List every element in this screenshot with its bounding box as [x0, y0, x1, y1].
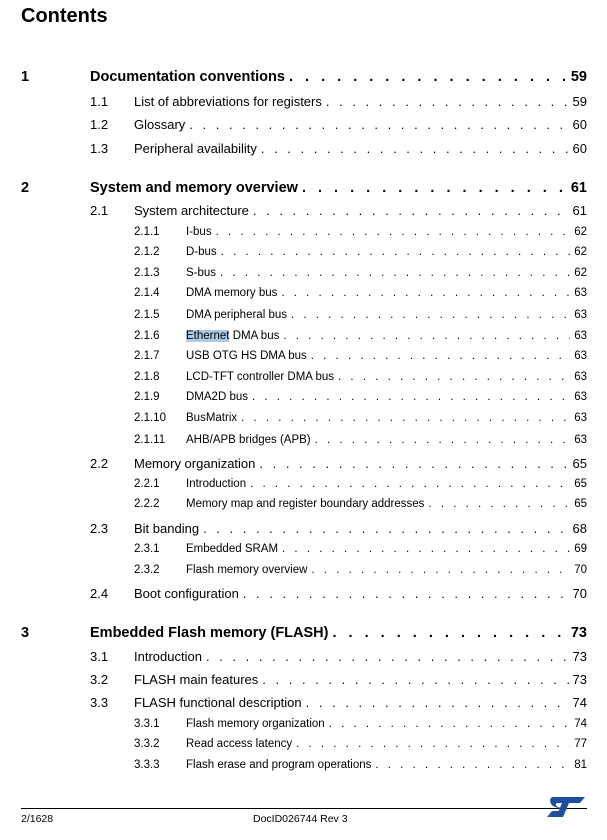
toc-entry-number: 2.2.2 [134, 498, 160, 510]
toc-entry-page[interactable]: 73 [572, 649, 587, 664]
toc-entry-page[interactable]: 69 [574, 543, 587, 555]
page-title: Contents [21, 5, 108, 27]
toc-entry-title[interactable]: BusMatrix [186, 412, 238, 424]
toc-entry-page[interactable]: 60 [572, 141, 587, 156]
toc-entry-page[interactable]: 62 [574, 267, 587, 279]
toc-entry-number: 3 [21, 625, 30, 641]
toc-entry-title[interactable]: USB OTG HS DMA bus [186, 350, 307, 362]
toc-entry-page[interactable]: 62 [574, 226, 587, 238]
toc-entry-number: 3.3 [90, 695, 109, 710]
page-footer [21, 808, 587, 829]
toc-entry-page[interactable]: 62 [574, 246, 587, 258]
toc-entry-number: 2.1.4 [134, 287, 160, 299]
toc-entry-title[interactable]: Introduction [186, 478, 247, 490]
leader-dots [259, 456, 568, 471]
toc-entry-title[interactable]: AHB/APB bridges (APB) [186, 434, 311, 446]
toc-entry-number: 2.1.7 [134, 350, 160, 362]
toc-entry-number: 2.3 [90, 521, 109, 536]
leader-dots [311, 350, 570, 362]
toc-entry-number: 3.2 [90, 672, 109, 687]
toc-entry-title-rest: DMA bus [232, 330, 280, 342]
toc-entry-number: 2.1.5 [134, 309, 160, 321]
toc-entry-number: 1.1 [90, 94, 109, 109]
leader-dots [221, 246, 571, 258]
leader-dots [203, 521, 568, 536]
toc-entry-number: 2.1.3 [134, 267, 160, 279]
toc-entry-number: 2.1.10 [134, 412, 166, 424]
leader-dots [329, 718, 571, 730]
toc-entry-page[interactable]: 63 [574, 330, 587, 342]
toc-entry-title[interactable]: DMA memory bus [186, 287, 278, 299]
leader-dots [296, 738, 570, 750]
highlighted-text: Ethernet [186, 330, 230, 342]
toc-entry-title[interactable]: List of abbreviations for registers [134, 94, 322, 109]
toc-entry-title[interactable]: Documentation conventions [90, 69, 285, 85]
toc-entry-page[interactable]: 70 [572, 586, 587, 601]
leader-dots [315, 434, 571, 446]
leader-dots [220, 267, 570, 279]
toc-entry-page[interactable]: 65 [574, 478, 587, 490]
toc-entry-page[interactable]: 74 [572, 695, 587, 710]
toc-entry-number: 1.3 [90, 141, 109, 156]
toc-entry-page[interactable]: 61 [570, 180, 587, 196]
toc-entry-page[interactable]: 63 [574, 309, 587, 321]
toc-entry-page[interactable]: 77 [574, 738, 587, 750]
leader-dots [282, 543, 570, 555]
toc-entry-page[interactable]: 63 [574, 371, 587, 383]
toc-entry-title[interactable]: S-bus [186, 267, 217, 279]
toc-entry-page[interactable]: 65 [572, 456, 587, 471]
toc-entry-title[interactable]: System and memory overview [90, 180, 298, 196]
leader-dots [302, 180, 567, 196]
toc-entry-page[interactable]: 60 [572, 117, 587, 132]
toc-entry-title[interactable]: LCD-TFT controller DMA bus [186, 371, 335, 383]
toc-entry-title[interactable]: Flash memory overview [186, 564, 308, 576]
toc-entry-title[interactable]: Introduction [134, 649, 202, 664]
leader-dots [283, 330, 570, 342]
leader-dots [375, 759, 570, 771]
toc-entry-number: 2.3.1 [134, 543, 160, 555]
toc-entry-title[interactable]: Glossary [134, 117, 186, 132]
toc-entry-number: 2.1.2 [134, 246, 160, 258]
toc-entry-title[interactable]: Memory organization [134, 456, 256, 471]
toc-entry-page[interactable]: 59 [572, 94, 587, 109]
leader-dots [326, 94, 569, 109]
leader-dots [241, 412, 570, 424]
leader-dots [189, 117, 568, 132]
toc-entry-number: 2.2.1 [134, 478, 160, 490]
toc-entry-number: 2.4 [90, 586, 109, 601]
toc-entry-page[interactable]: 63 [574, 391, 587, 403]
leader-dots [332, 625, 566, 641]
toc-entry-title[interactable]: Memory map and register boundary addresses [186, 498, 425, 510]
leader-dots [206, 649, 569, 664]
leader-dots [262, 672, 568, 687]
toc-entry-number: 2.3.2 [134, 564, 160, 576]
toc-entry-number: 2.1.8 [134, 371, 160, 383]
toc-entry-page[interactable]: 59 [570, 69, 587, 85]
toc-entry-number: 2.1.1 [134, 226, 160, 238]
toc-entry-number: 3.3.3 [134, 759, 160, 771]
toc-entry-number: 3.3.2 [134, 738, 160, 750]
doc-id: DocID026744 Rev 3 [253, 813, 348, 825]
toc-entry-number: 1.2 [90, 117, 109, 132]
toc-entry-title[interactable] [186, 330, 279, 342]
toc-entry-title[interactable]: Embedded Flash memory (FLASH) [90, 625, 329, 641]
leader-dots [289, 69, 567, 85]
toc-entry-title[interactable]: System architecture [134, 203, 249, 218]
leader-dots [338, 371, 570, 383]
leader-dots [261, 141, 569, 156]
toc-entry-title[interactable]: Flash memory organization [186, 718, 325, 730]
toc-entry-title[interactable]: Embedded SRAM [186, 543, 279, 555]
leader-dots [311, 564, 570, 576]
toc-entry-page[interactable]: 61 [572, 203, 587, 218]
toc-entry-number: 3.1 [90, 649, 109, 664]
toc-entry-title[interactable]: Peripheral availability [134, 141, 257, 156]
toc-entry-number: 2 [21, 180, 30, 196]
toc-entry-page[interactable]: 73 [572, 672, 587, 687]
toc-entry-page[interactable]: 73 [570, 625, 587, 641]
leader-dots [216, 226, 571, 238]
toc-entry-page[interactable]: 74 [574, 718, 587, 730]
leader-dots [253, 203, 569, 218]
toc-entry-page[interactable]: 81 [574, 759, 587, 771]
st-logo-icon [545, 795, 587, 819]
toc-entry-number: 2.1.9 [134, 391, 160, 403]
toc-entry-title[interactable]: FLASH main features [134, 672, 259, 687]
toc-entry-page[interactable]: 65 [574, 498, 587, 510]
leader-dots [428, 498, 570, 510]
toc-entry-number: 1 [21, 69, 30, 85]
toc-entry-number: 3.3.1 [134, 718, 160, 730]
toc-entry-title[interactable]: Bit banding [134, 521, 200, 536]
toc-entry-number: 2.2 [90, 456, 109, 471]
leader-dots [250, 478, 570, 490]
toc-entry-page[interactable]: 63 [574, 412, 587, 424]
toc-entry-title[interactable]: D-bus [186, 246, 217, 258]
toc-entry-number: 2.1 [90, 203, 109, 218]
toc-entry-title[interactable]: DMA peripheral bus [186, 309, 287, 321]
leader-dots [291, 309, 570, 321]
toc-entry-title[interactable]: Read access latency [186, 738, 293, 750]
leader-dots [252, 391, 570, 403]
toc-entry-title[interactable]: Flash erase and program operations [186, 759, 372, 771]
toc-entry-page[interactable]: 68 [572, 521, 587, 536]
leader-dots [306, 695, 569, 710]
leader-dots [281, 287, 570, 299]
toc-entry-title[interactable]: Boot configuration [134, 586, 239, 601]
leader-dots [243, 586, 569, 601]
toc-entry-page[interactable]: 63 [574, 350, 587, 362]
toc-entry-page[interactable]: 63 [574, 287, 587, 299]
toc-entry-title[interactable]: DMA2D bus [186, 391, 248, 403]
toc-entry-number: 2.1.6 [134, 330, 160, 342]
toc-entry-number: 2.1.11 [134, 434, 166, 446]
toc-entry-page[interactable]: 70 [574, 564, 587, 576]
toc-entry-title[interactable]: I-bus [186, 226, 212, 238]
toc-entry-page[interactable]: 63 [574, 434, 587, 446]
page-number: 2/1628 [21, 813, 54, 825]
toc-entry-title[interactable]: FLASH functional description [134, 695, 302, 710]
